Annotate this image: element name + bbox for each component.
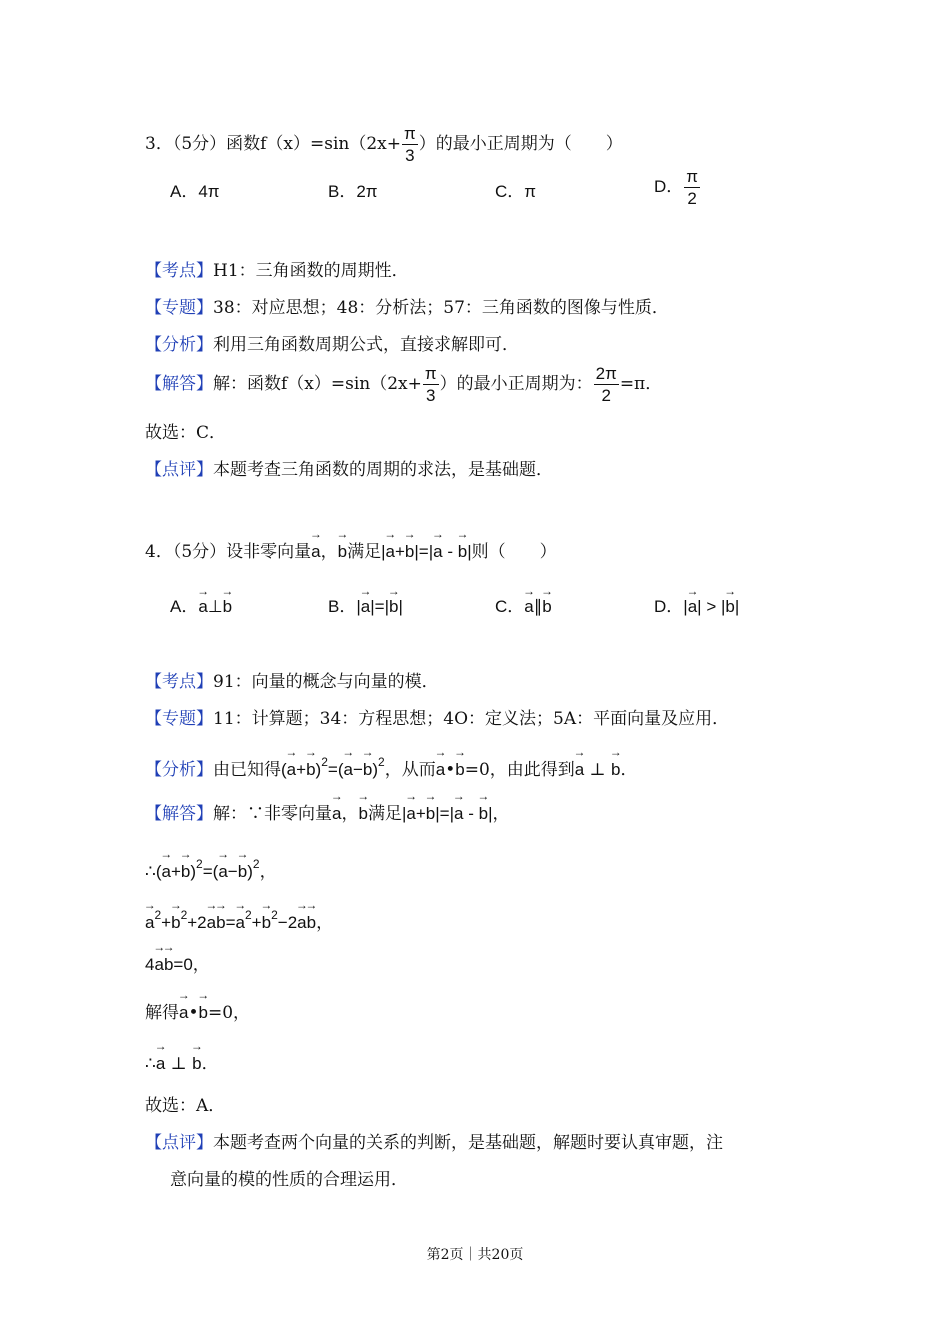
q3-kaodian: 【考点】H1：三角函数的周期性．: [145, 261, 409, 281]
q4-dianping-line2: 意向量的模的性质的合理运用．: [170, 1170, 408, 1190]
q3-kaodian-tag: 【考点】: [145, 261, 213, 281]
page-footer: 第2页｜共20页: [426, 1247, 524, 1263]
q4-stem: 4．（5分）设非零向量→ a，→ b满足|→ a+→ b|=|→ a - → b|则（ ）: [145, 540, 557, 564]
q3-option-d-fraction: $\frac{\pi}{2}$: [686, 167, 699, 208]
q3-stem-suffix: ）的最小正周期为（ ）: [418, 134, 623, 154]
q3-option-d: D． $\frac{\pi}{2}$: [654, 167, 699, 208]
q3-zhuanti: 【专题】38：对应思想；48：分析法；57：三角函数的图像与性质．: [145, 298, 669, 318]
q3-option-b: B．2π: [328, 182, 378, 201]
q3-guxuan: 故选：C．: [145, 423, 227, 443]
q3-dianping: 【点评】本题考查三角函数的周期的求法，是基础题．: [145, 460, 553, 480]
q4-guxuan: 故选：A．: [145, 1096, 226, 1116]
q3-jieda-tag: 【解答】: [145, 374, 213, 394]
q4-step4: 解得→ a•→ b=0，: [145, 1001, 250, 1025]
q4-jieda: 【解答】解：∵非零向量→ a，→ b满足|→ a+→ b|=|→ a - → b|，: [145, 802, 509, 826]
q4-dianping: 【点评】本题考查两个向量的关系的判断，是基础题，解题时要认真审题，注: [145, 1133, 723, 1153]
q3-stem-prefix: 3．（5分）函数f（x）=sin（2x+: [145, 134, 402, 154]
q3-fenxi: 【分析】利用三角函数周期公式，直接求解即可．: [145, 335, 519, 355]
q4-step2: → $a^2+\to b^2+2\to a\to b=\to a^2+\to b^2-2\to a\to b$，: [145, 903, 333, 935]
q3-option-c: C．π: [495, 182, 537, 201]
q3-stem-fraction: $\frac{\pi}{3}$: [404, 124, 416, 165]
q3-zhuanti-tag: 【专题】: [145, 298, 213, 318]
q4-option-c: C．→ a∥→ b: [495, 592, 552, 617]
q4-zhuanti: 【专题】11：计算题；34：方程思想；4O：定义法；5A：平面向量及应用．: [145, 709, 730, 729]
q3-fenxi-tag: 【分析】: [145, 335, 213, 355]
q4-step3: 4→ a→ b=0，: [145, 953, 210, 977]
q4-fenxi: 【分析】由已知得(→ $a+\to b)^2=(\to a-\to b)^2$，从而→ a•→ b=0，由此得到→ a ⊥ → b．: [145, 750, 638, 782]
q4-step1: ∴(→ $a+\to b)^2=(\to a-\to b)^2$，: [145, 852, 277, 884]
q3-option-a: A．4π: [170, 182, 220, 201]
q3-stem: [145, 125, 623, 164]
q4-step5: ∴→ a ⊥ → b．: [145, 1052, 219, 1076]
q4-option-d: D．|→ a| > |→ b|: [654, 592, 739, 617]
q4-option-b: B．|→ a|=|→ b|: [328, 592, 403, 617]
q4-option-a: A．→ a⊥→ b: [170, 592, 232, 617]
q3-jieda: 【解答】解：函数f（x）=sin（2x+ $\frac{\pi}{3}$ ）的最小正周期为： $\frac{2\pi}{2}$ =π．: [145, 364, 663, 405]
q4-kaodian: 【考点】91：向量的概念与向量的模．: [145, 672, 439, 692]
q3-dianping-tag: 【点评】: [145, 460, 213, 480]
